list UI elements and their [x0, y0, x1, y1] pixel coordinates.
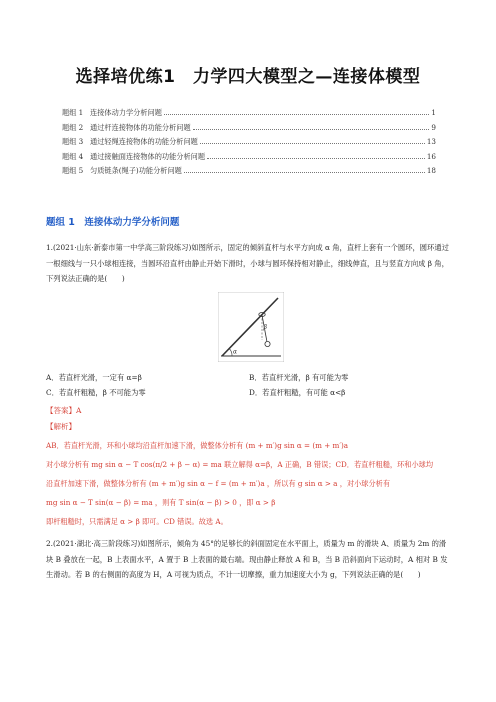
toc-entry-title: 匀质链条(绳子)功能分析问题	[90, 166, 182, 175]
toc-entry-page: 9	[431, 122, 436, 132]
toc-leader-dots	[184, 172, 425, 173]
option-c[interactable]: C．若直杆粗糙，β 不可能为零	[46, 388, 146, 397]
analysis-line: mg sin α − T sin(α − β) = ma ，则有 T sin(α − β) > 0 ，即 α > β	[46, 498, 276, 507]
toc-entry-page: 1	[431, 108, 436, 117]
beta-label: β	[263, 324, 267, 331]
toc-entry-page: 18	[426, 166, 436, 175]
analysis-label: 【解析】	[46, 422, 76, 431]
toc-entry-title: 通过接触面连接物体的功能分析问题	[90, 151, 206, 161]
toc-entry-number: 题组 1	[62, 108, 84, 117]
option-b[interactable]: B．若直杆光滑，β 有可能为零	[249, 373, 349, 382]
analysis-line: 对小球分析有 mg sin α − T cos(π/2 + β − α) = ma 联立解得 α=β，A 正确，B 错误；CD．若直杆粗糙，环和小球均	[46, 460, 434, 469]
inclined-rod-figure	[218, 292, 284, 362]
analysis-line: 沿直杆加速下滑，做整体分析有 (m + m′)g sin α − f = (m + m′)a ，所以有 g sin α > a ，对小球分析有	[46, 479, 391, 488]
options-row	[46, 370, 452, 385]
toc-leader-dots	[207, 158, 425, 159]
options-row	[46, 385, 452, 400]
toc-entry[interactable]	[62, 152, 436, 167]
option-d[interactable]: D．若直杆粗糙，有可能 α<β	[249, 388, 346, 397]
question-1-text: 1.(2021·山东·新泰市第一中学高三阶段练习)如图所示，固定的倾斜直杆与水平方向成 α 角，直杆上套有一个圆环，圆环通过一根细线与一只小球相连接，当圆环沿直杆由静止开始下滑时，小球与圆环保持相对静止，细线伸直，且与竖直方向成 β 角，下列说法正确的是( )	[46, 243, 449, 283]
toc-entry-number: 题组 4	[62, 151, 84, 161]
toc-leader-dots	[164, 114, 430, 115]
question-2-text: 2.(2021·湖北·高三阶段练习)如图所示，倾角为 45°的足够长的斜面固定在水平面上，质量为 m 的滑块 A、质量为 2m 的滑块 B 叠放在一起，B 上表面水平，A 置于 B 上表面的最右端。现由静止释放 A 和 B，当 B 沿斜面向下运动时，A 相对 B 发生滑动。若 B 的右侧面的高度为 H，A 可视为质点，不计一切摩擦，重力加速度大小为 g，下列说法正确的是( )	[46, 539, 448, 579]
question-1-options	[46, 370, 452, 400]
analysis-line: AB．若直杆光滑，环和小球均沿直杆加速下滑，做整体分析有 (m + m′)g sin α = (m + m′)a	[46, 441, 349, 450]
toc-entry-page: 16	[426, 151, 436, 161]
section-heading: 题组 1 连接体动力学分析问题	[46, 217, 180, 228]
toc-entry-title: 通过轻绳连接物体的功能分析问题	[90, 137, 198, 146]
toc-entry-title: 通过杆连接物体的功能分析问题	[90, 122, 191, 132]
toc-entry[interactable]	[62, 137, 436, 152]
option-a[interactable]: A．若直杆光滑，一定有 α=β	[46, 373, 142, 382]
toc-entry[interactable]	[62, 123, 436, 138]
toc-leader-dots	[200, 143, 425, 144]
toc-entry-title: 连接体动力学分析问题	[90, 108, 162, 117]
toc-entry[interactable]	[62, 108, 436, 123]
alpha-label: α	[233, 348, 238, 356]
toc-entry-number: 题组 2	[62, 122, 84, 132]
answer-label: 【答案】A	[46, 406, 82, 415]
toc-leader-dots	[193, 129, 430, 130]
analysis-line: 即杆粗糙时，只需满足 α > β 即可。CD 错误。故选 A。	[46, 517, 228, 526]
toc-entry[interactable]	[62, 166, 436, 181]
table-of-contents	[62, 108, 436, 181]
toc-entry-number: 题组 5	[62, 166, 84, 175]
page-title: 选择培优练1 力学四大模型之—连接体模型	[75, 67, 421, 87]
toc-entry-number: 题组 3	[62, 137, 84, 146]
small-ball	[265, 341, 270, 346]
toc-entry-page: 13	[426, 137, 436, 146]
